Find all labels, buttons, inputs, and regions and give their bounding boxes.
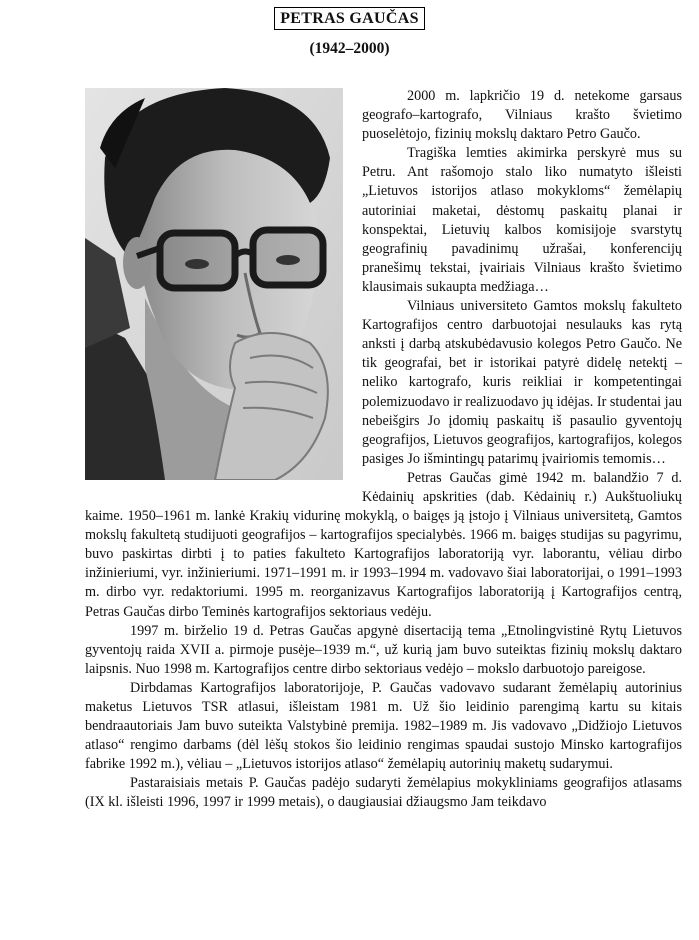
life-years: (1942–2000) (309, 40, 390, 57)
paragraph-7: Pastaraisiais metais P. Gaučas padėjo sudaryti žemėlapius mokykliniams geografijos atlasams (IX kl. išleisti 1996, 1997 ir 1999 metais), o daugiausiai džiaugsmo Jam teikdavo (85, 775, 682, 811)
paragraph-4: Petras Gaučas gimė 1942 m. balandžio 7 d. Kėdainių apskrities (dab. Kėdainių r.) Aukštuoliukų kaime. 1950–1961 m. lankė Krakių vidurinę mokyklą, o baigęs ją įstojo į Vilniaus universitetą, Gamtos mokslų fakultetą studijuoti geografijos – kartografijos specialybės. 1966 m. baigęs studijas su pagyrimu, buvo paskirtas dirbti į to paties fakulteto Kartografijos laboratoriją vyr. laborantu, vėliau dirbo inžinieriumi, vyr. inžinieriumi. 1971–1991 m. ir 1993–1994 m. vadovavo šiai laboratorijai, o 1991–1993 m. dirbo vyr. redaktoriumi. 1995 m. reorganizavus Kartografijos laboratoriją į Kartografijos centrą, Petras Gaučas dirbo Teminės kartografijos sektoriaus vedėju. (85, 469, 682, 620)
article-body (85, 87, 682, 813)
paragraph-3: Vilniaus universiteto Gamtos mokslų fakulteto Kartografijos centro darbuotojai nesulauks kas rytą anksti į darbą atskubėdavusio kolegos Petro Gaučo. Ne tik geografai, bet ir istorikai patyrė didelę netektį – neliko kartografo, kuris reikliai ir kompetentingai polemizuodavo ir realizuodavo jų idėjas. Ir studentai jau nebeišgirs Jo įdomių paskaitų iš pasaulio gyventojų geografijos, Lietuvos geografijos, kartografijos, kolegos pasiges Jo išmintingų patarimų įvairiomis temomis… (362, 298, 682, 467)
paragraph-2: Tragiška lemties akimirka perskyrė mus su Petru. Ant rašomojo stalo liko numatyto išleisti „Lietuvos istorijos atlaso mokykloms“ žemėlapių autoriniai maketai, dėstomų paskaitų planai ir konspektai, Lietuvių kalbos komisijoje svarstytų geografinių pavadinimų užrašai, konferencijų pranešimų tekstai, įvairiais Vilniaus krašto švietimo klausimais sukaupta medžiaga… (362, 145, 682, 295)
paragraph-5: 1997 m. birželio 19 d. Petras Gaučas apgynė disertaciją tema „Etnolingvistinė Rytų Lietuvos gyventojų raida XVII a. pirmoje pusėje–1939 m.“, už kurią jam buvo suteiktas fizinių mokslų daktaro laipsnis. Nuo 1998 m. Kartografijos centre dirbo sektoriaus vedėjo – mokslo darbuotojo pareigose. (85, 622, 682, 677)
paragraph-1: 2000 m. lapkričio 19 d. netekome garsaus geografo–kartografo, Vilniaus krašto švietimo puoselėtojo, fizinių mokslų daktaro Petro Gaučo. (362, 88, 682, 143)
page-title: PETRAS GAUČAS (274, 7, 425, 30)
title-container (0, 7, 699, 30)
paragraph-6: Dirbdamas Kartografijos laboratorijoje, P. Gaučas vadovavo sudarant žemėlapių autorinius maketus Lietuvos TSR atlasui, išleistam 1981 m. Už šio leidinio parengimą kartu su kitais bendraautoriais Jam buvo suteikta Valstybinė premija. 1982–1989 m. Jis vadovavo „Didžiojo Lietuvos atlaso“ rengimo darbams (dėl lėšų stokos šio leidinio rengimas spaudai sustojo Minsko kartografijos fabrike 1992 m.), vėliau – „Lietuvos istorijos atlaso“ žemėlapių autorinių maketų sudarymui. (85, 679, 682, 773)
photo-space (85, 87, 343, 492)
